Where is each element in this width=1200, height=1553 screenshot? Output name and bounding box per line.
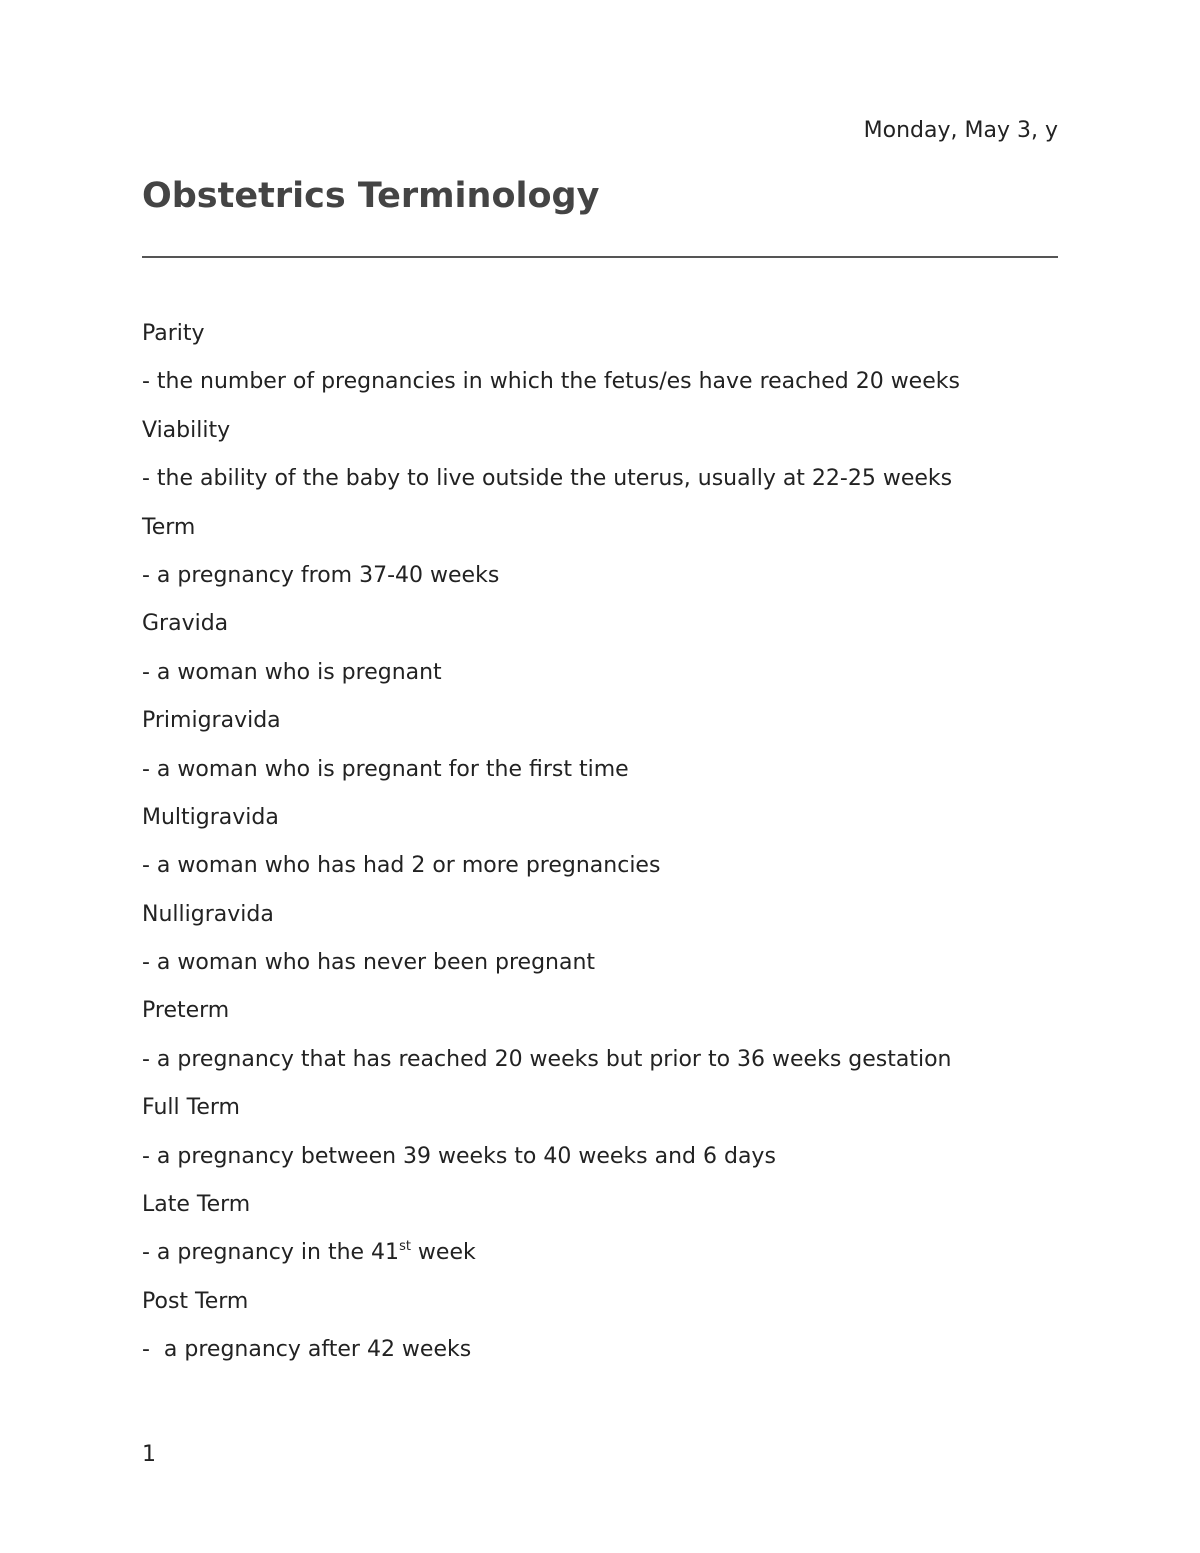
term-heading: Primigravida <box>142 708 281 734</box>
document-title: Obstetrics Terminology <box>142 176 600 216</box>
date-line: Monday, May 3, y <box>863 118 1058 143</box>
term-heading: Viability <box>142 417 231 443</box>
page-number: 1 <box>142 1442 156 1467</box>
title-rule <box>142 256 1058 258</box>
term-definition <box>142 1229 1058 1277</box>
term-definition: - the ability of the baby to live outside the uterus, usually at 22-25 weeks <box>142 466 953 492</box>
term-definition: - a pregnancy from 37-40 weeks <box>142 562 500 588</box>
term-heading: Full Term <box>142 1095 240 1121</box>
definition-text: week <box>410 1240 476 1266</box>
ordinal-suffix: st <box>399 1239 411 1255</box>
term-heading: Late Term <box>142 1192 251 1218</box>
term-definition: - a woman who is pregnant for the first time <box>142 756 629 782</box>
term-heading: Parity <box>142 321 205 346</box>
term-definition: - the number of pregnancies in which the fetus/es have reached 20 weeks <box>142 369 960 395</box>
term-heading: Multigravida <box>142 804 279 830</box>
term-definition: - a pregnancy that has reached 20 weeks but prior to 36 weeks gestation <box>142 1046 952 1072</box>
term-heading: Gravida <box>142 611 229 637</box>
term-definition: - a pregnancy after 42 weeks <box>142 1337 472 1363</box>
term-definition: - a woman who has never been pregnant <box>142 950 596 976</box>
definition-text: - a pregnancy in the 41 <box>142 1240 400 1266</box>
term-definition: - a pregnancy between 39 weeks to 40 weeks and 6 days <box>142 1143 776 1169</box>
term-heading: Preterm <box>142 998 230 1024</box>
terms-list <box>142 310 1058 1375</box>
term-heading: Nulligravida <box>142 901 274 927</box>
term-definition: - a woman who has had 2 or more pregnancies <box>142 853 661 879</box>
term-definition: - a woman who is pregnant <box>142 659 442 685</box>
term-heading: Post Term <box>142 1288 249 1314</box>
term-heading: Term <box>142 514 196 540</box>
